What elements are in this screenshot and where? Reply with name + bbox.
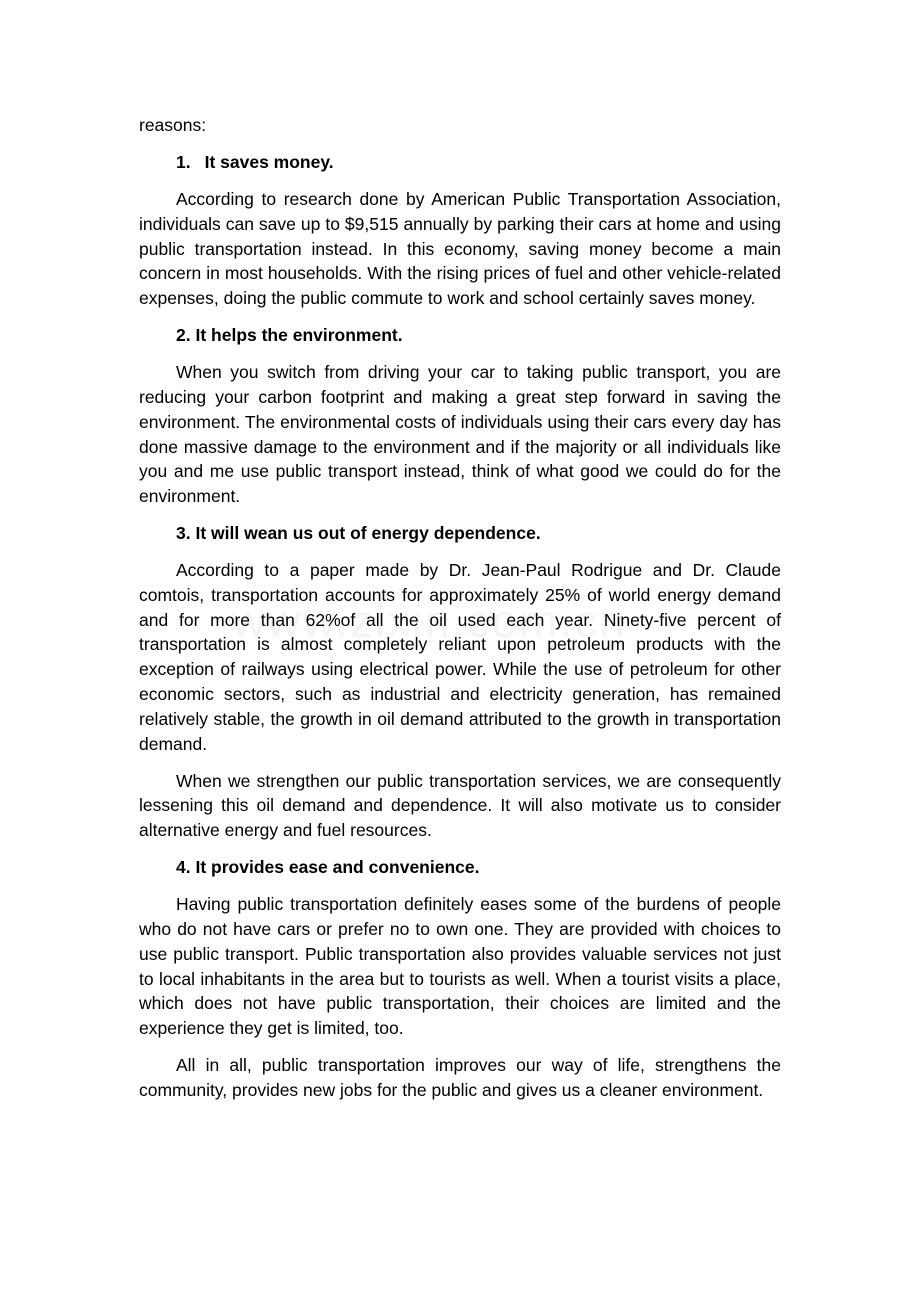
- section-title: It provides ease and convenience.: [195, 857, 480, 878]
- section-number: 4.: [176, 857, 191, 878]
- section-heading: [139, 150, 781, 175]
- section-paragraph: When we strengthen our public transportation services, we are consequently lessening this oil demand and dependence. It will also motivate us to consider alternative energy and fuel resources.: [139, 770, 781, 841]
- section-paragraph: Having public transportation definitely eases some of the burdens of people who do not have cars or prefer no to own one. They are provided with choices to use public transport. Public transportation also provides valuable services not just to local inhabitants in the area but to tourists as well. When a tourist visits a place, which does not have public transportation, their choices are limited and the experience they get is limited, too.: [139, 894, 781, 1039]
- section-paragraph: According to research done by American Public Transportation Association, individuals can save up to $9,515 annually by parking their cars at home and using public transportation instead. In this economy, saving money become a main concern in most households. With the rising prices of fuel and other vehicle-related expenses, doing the public commute to work and school certainly saves money.: [139, 188, 781, 309]
- lead-fragment: reasons:: [139, 115, 207, 135]
- section-paragraph: According to a paper made by Dr. Jean-Paul Rodrigue and Dr. Claude comtois, transportation accounts for approximately 25% of world energy demand and for more than 62%of all the oil used each year. Ninety-five percent of transportation is almost completely reliant upon petroleum products with the exception of railways using electrical power. While the use of petroleum for other economic sectors, such as industrial and electricity generation, has remained relatively stable, the growth in oil demand attributed to the growth in transportation demand.: [139, 560, 781, 754]
- section-number: 2.: [176, 325, 191, 346]
- conclusion-paragraph: All in all, public transportation improves our way of life, strengthens the community, provides new jobs for the public and gives us a cleaner environment.: [139, 1055, 781, 1100]
- section-heading: [139, 855, 781, 880]
- section-heading: [139, 521, 781, 546]
- section-title: It saves money.: [204, 151, 334, 172]
- section-number: 3.: [176, 523, 191, 544]
- document-page: [139, 113, 781, 1115]
- section-paragraph: When you switch from driving your car to taking public transport, you are reducing your carbon footprint and making a great step forward in saving the environment. The environmental costs of individuals using their cars every day has done massive damage to the environment and if the majority or all individuals like you and me use public transport instead, think of what good we could do for the environment.: [139, 362, 781, 507]
- section-title: It helps the environment.: [195, 325, 403, 346]
- section-number: 1.: [176, 151, 191, 172]
- section-heading: [139, 323, 781, 348]
- section-title: It will wean us out of energy dependence.: [195, 523, 541, 544]
